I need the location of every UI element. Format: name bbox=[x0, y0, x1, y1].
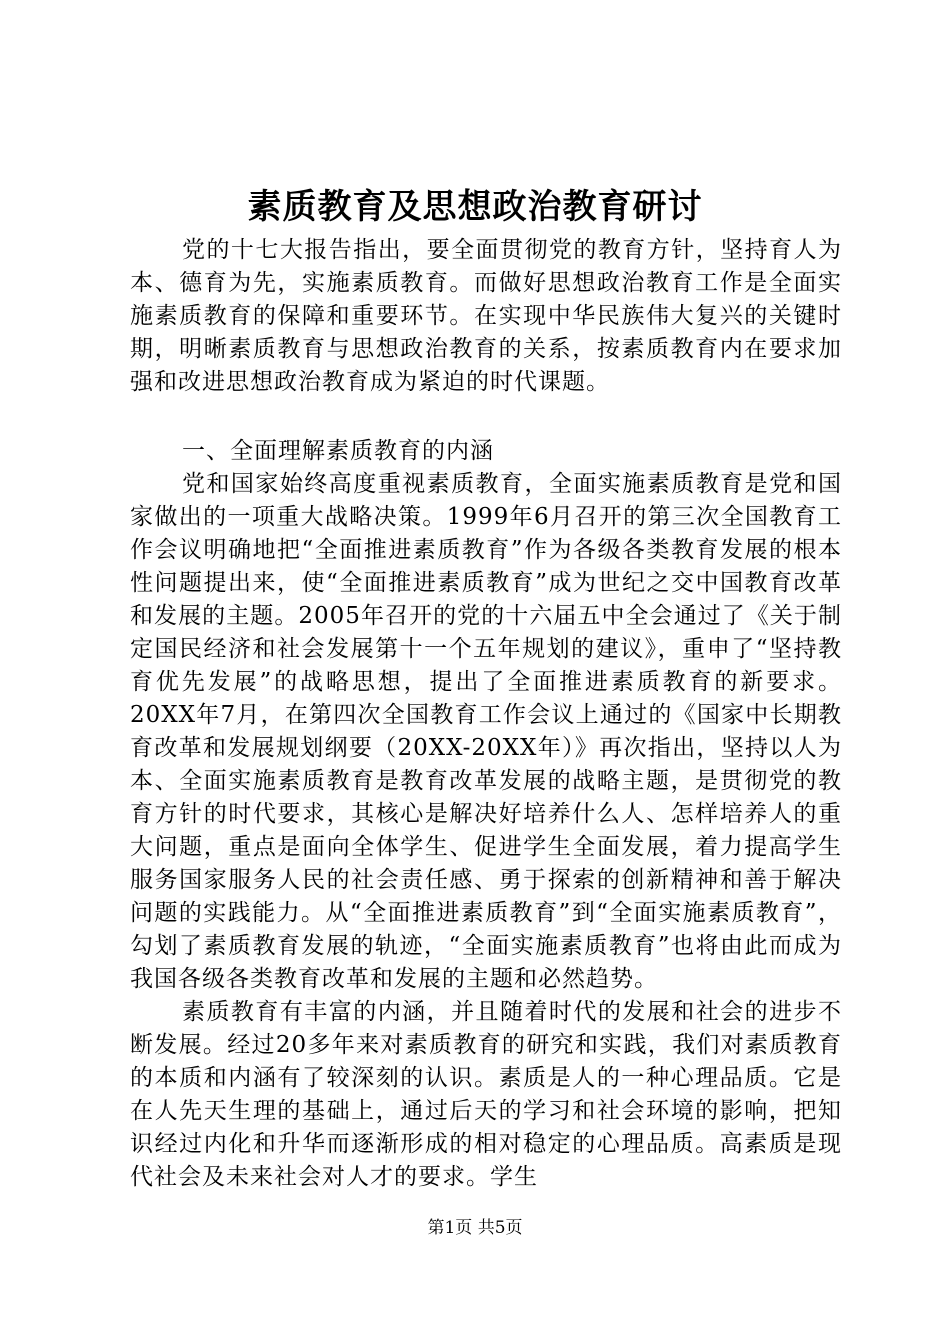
section-heading: 一、全面理解素质教育的内涵 bbox=[182, 438, 494, 464]
paragraph-connotation: 素质教育有丰富的内涵，并且随着时代的发展和社会的进步不断发展。经过20多年来对素质教育的研究和实践，我们对素质教育的本质和内涵有了较深刻的认识。素质是人的一种心理品质。它是在人先天生理的基础上，通过后天的学习和社会环境的影响，把知识经过内化和升华而逐渐形成的相对稳定的心理品质。高素质是现代社会及未来社会对人才的要求。学生 bbox=[130, 999, 842, 1190]
paragraph-spacer bbox=[130, 399, 842, 435]
page-footer: 第1页 共5页 bbox=[427, 1218, 523, 1238]
paragraph-intro: 党的十七大报告指出，要全面贯彻党的教育方针，坚持育人为本、德育为先，实施素质教育。而做好思想政治教育工作是全面实施素质教育的保障和重要环节。在实现中华民族伟大复兴的关键时期，明晰素质教育与思想政治教育的关系，按素质教育内在要求加强和改进思想政治教育成为紧迫的时代课题。 bbox=[130, 237, 842, 395]
document-title: 素质教育及思想政治教育研讨 bbox=[247, 187, 703, 227]
document-body bbox=[130, 234, 842, 1194]
paragraph-history: 党和国家始终高度重视素质教育，全面实施素质教育是党和国家做出的一项重大战略决策。1999年6月召开的第三次全国教育工作会议明确地把“全面推进素质教育”作为各级各类教育发展的根本性问题提出来，使“全面推进素质教育”成为世纪之交中国教育改革和发展的主题。2005年召开的党的十六届五中全会通过了《关于制定国民经济和社会发展第十一个五年规划的建议》，重申了“坚持教育优先发展”的战略思想，提出了全面推进素质教育的新要求。20XX年7月，在第四次全国教育工作会议上通过的《国家中长期教育改革和发展规划纲要（20XX-20XX年）》再次指出，坚持以人为本、全面实施素质教育是教育改革发展的战略主题，是贯彻党的教育方针的时代要求，其核心是解决好培养什么人、怎样培养人的重大问题，重点是面向全体学生、促进学生全面发展，着力提高学生服务国家服务人民的社会责任感、勇于探索的创新精神和善于解决问题的实践能力。从“全面推进素质教育”到“全面实施素质教育”，勾划了素质教育发展的轨迹，“全面实施素质教育”也将由此而成为我国各级各类教育改革和发展的主题和必然趋势。 bbox=[130, 471, 842, 992]
